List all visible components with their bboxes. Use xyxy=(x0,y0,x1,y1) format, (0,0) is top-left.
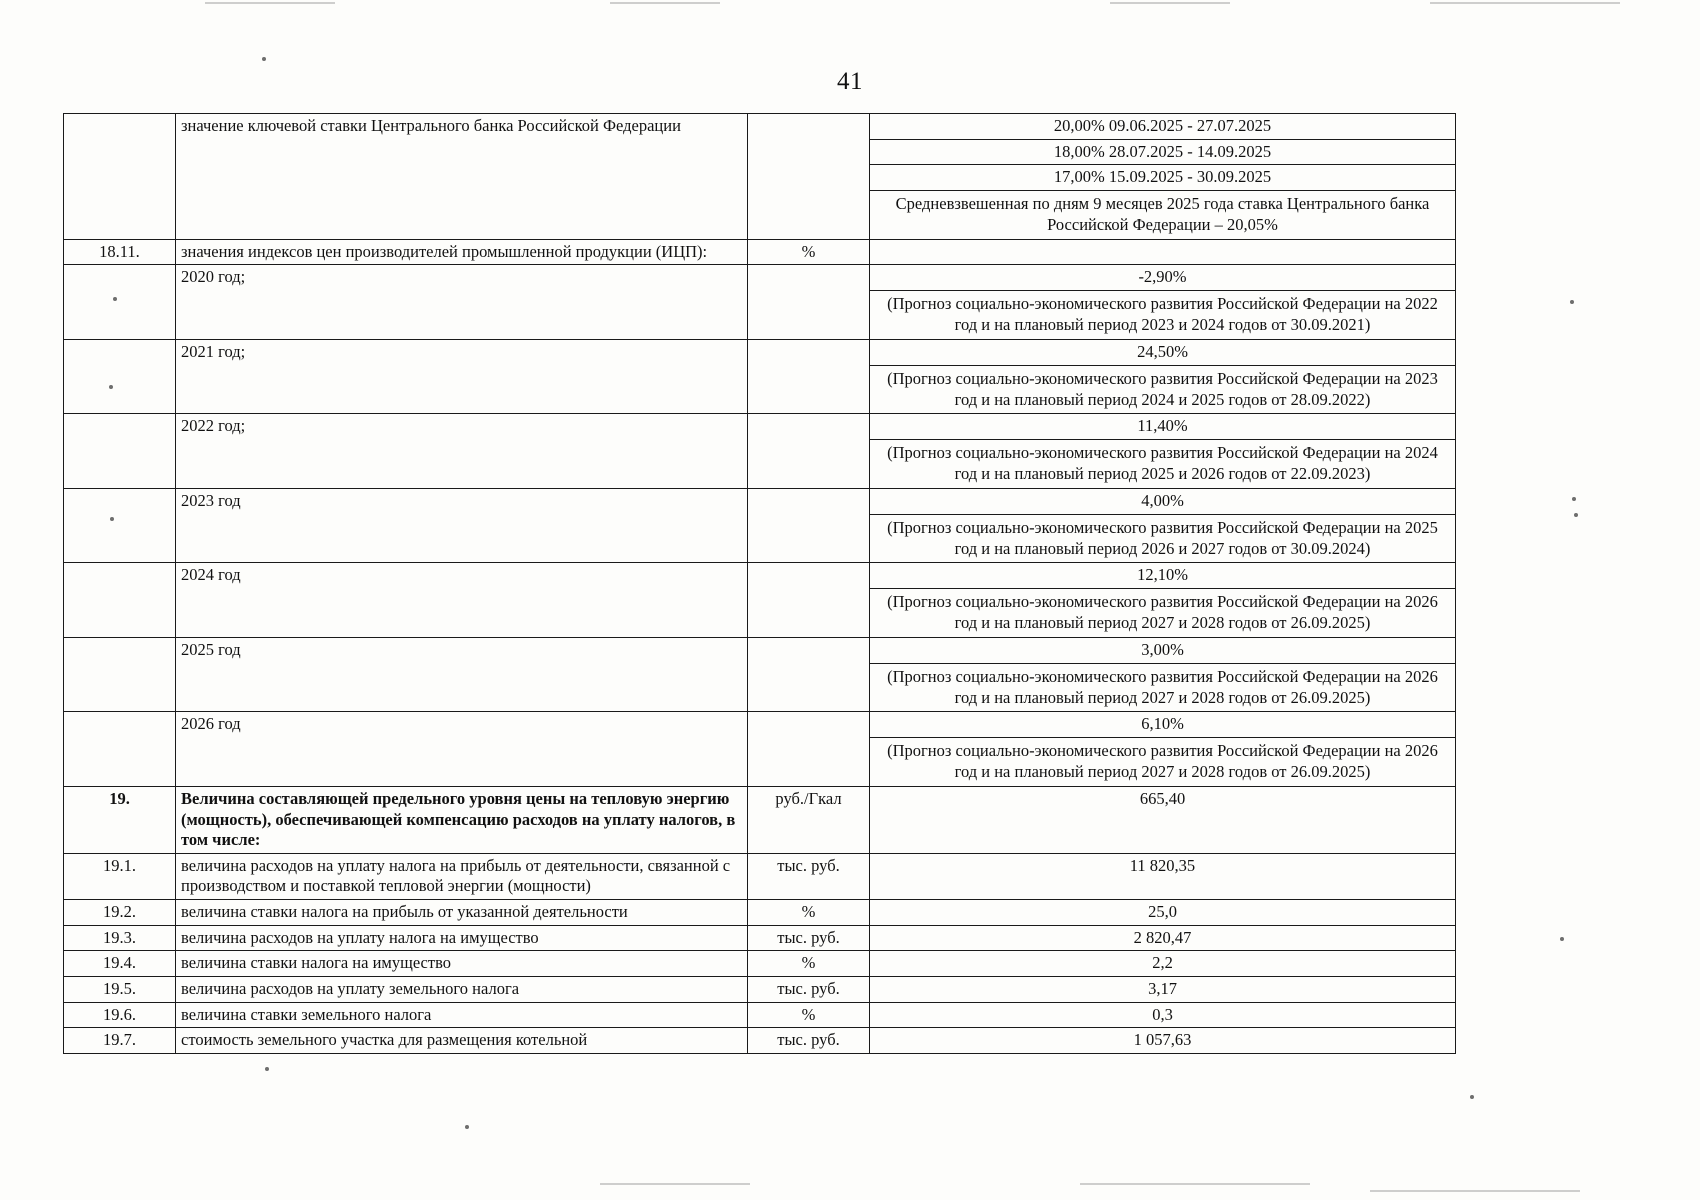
row-value: 12,10% xyxy=(870,563,1456,589)
scan-speck xyxy=(1572,497,1576,501)
scan-speck xyxy=(262,57,266,61)
scan-speck xyxy=(465,1125,469,1129)
row-unit: тыс. руб. xyxy=(748,1028,870,1054)
row-name: значения индексов цен производителей промышленной продукции (ИЦП): xyxy=(176,239,748,265)
row-unit: % xyxy=(748,900,870,926)
row-value xyxy=(870,239,1456,265)
row-number: 19.5. xyxy=(64,976,176,1002)
row-value: 11 820,35 xyxy=(870,853,1456,899)
edge-mark xyxy=(610,2,720,4)
table-row xyxy=(64,900,1456,926)
row-number: 19. xyxy=(64,786,176,853)
table-row xyxy=(64,114,1456,140)
table-row xyxy=(64,488,1456,514)
row-unit xyxy=(748,414,870,489)
row-name: 2021 год; xyxy=(176,339,748,414)
row-number xyxy=(64,114,176,240)
row-value-note: (Прогноз социально-экономического развития Российской Федерации на 2026 год и на плановый период 2027 и 2028 годов от 26.09.2025) xyxy=(870,738,1456,787)
row-value: 24,50% xyxy=(870,339,1456,365)
row-unit xyxy=(748,712,870,787)
row-number: 19.1. xyxy=(64,853,176,899)
row-name: 2025 год xyxy=(176,637,748,712)
row-name: величина ставки налога на прибыль от указанной деятельности xyxy=(176,900,748,926)
row-name: 2024 год xyxy=(176,563,748,638)
row-value: 2,2 xyxy=(870,951,1456,977)
edge-mark xyxy=(1370,1190,1580,1192)
row-value: 4,00% xyxy=(870,488,1456,514)
table-row xyxy=(64,637,1456,663)
row-number xyxy=(64,712,176,787)
row-name: величина ставки налога на имущество xyxy=(176,951,748,977)
row-unit: % xyxy=(748,951,870,977)
row-value: 17,00% 15.09.2025 - 30.09.2025 xyxy=(870,165,1456,191)
table-row xyxy=(64,1028,1456,1054)
row-name: величина расходов на уплату налога на прибыль от деятельности, связанной с производством и поставкой тепловой энергии (мощности) xyxy=(176,853,748,899)
row-number: 19.7. xyxy=(64,1028,176,1054)
row-name: величина расходов на уплату земельного налога xyxy=(176,976,748,1002)
row-value: 3,00% xyxy=(870,637,1456,663)
row-unit: % xyxy=(748,1002,870,1028)
table-row xyxy=(64,925,1456,951)
row-value: Средневзвешенная по дням 9 месяцев 2025 года ставка Центрального банка Российской Федерации – 20,05% xyxy=(870,190,1456,239)
scan-speck xyxy=(1574,513,1578,517)
row-unit: % xyxy=(748,239,870,265)
row-value-note: (Прогноз социально-экономического развития Российской Федерации на 2026 год и на плановый период 2027 и 2028 годов от 26.09.2025) xyxy=(870,663,1456,712)
row-name: стоимость земельного участка для размещения котельной xyxy=(176,1028,748,1054)
table-row xyxy=(64,563,1456,589)
scan-speck xyxy=(265,1067,269,1071)
row-name: значение ключевой ставки Центрального банка Российской Федерации xyxy=(176,114,748,240)
row-value: 25,0 xyxy=(870,900,1456,926)
row-number: 19.3. xyxy=(64,925,176,951)
row-number: 19.2. xyxy=(64,900,176,926)
row-unit: тыс. руб. xyxy=(748,925,870,951)
row-unit: тыс. руб. xyxy=(748,976,870,1002)
row-name: величина расходов на уплату налога на имущество xyxy=(176,925,748,951)
row-value-note: (Прогноз социально-экономического развития Российской Федерации на 2022 год и на плановый период 2023 и 2024 годов от 30.09.2021) xyxy=(870,291,1456,340)
table-row xyxy=(64,712,1456,738)
table-row xyxy=(64,239,1456,265)
row-value: -2,90% xyxy=(870,265,1456,291)
page-number: 41 xyxy=(837,68,863,95)
row-name: Величина составляющей предельного уровня цены на тепловую энергию (мощность), обеспечивающей компенсацию расходов на уплату налогов, в том числе: xyxy=(176,786,748,853)
row-name: 2026 год xyxy=(176,712,748,787)
row-unit xyxy=(748,488,870,563)
row-number xyxy=(64,414,176,489)
row-number xyxy=(64,265,176,340)
scan-speck xyxy=(1560,937,1564,941)
row-unit xyxy=(748,637,870,712)
edge-mark xyxy=(205,2,335,4)
row-number xyxy=(64,563,176,638)
table-row xyxy=(64,414,1456,440)
row-name: 2020 год; xyxy=(176,265,748,340)
row-value: 2 820,47 xyxy=(870,925,1456,951)
table-row xyxy=(64,786,1456,853)
row-unit xyxy=(748,563,870,638)
edge-mark xyxy=(600,1183,750,1185)
row-value-note: (Прогноз социально-экономического развития Российской Федерации на 2026 год и на плановый период 2027 и 2028 годов от 26.09.2025) xyxy=(870,589,1456,638)
row-unit xyxy=(748,114,870,240)
row-value: 11,40% xyxy=(870,414,1456,440)
scan-speck xyxy=(1470,1095,1474,1099)
edge-mark xyxy=(1430,2,1620,4)
table-row xyxy=(64,265,1456,291)
row-number: 18.11. xyxy=(64,239,176,265)
row-value: 0,3 xyxy=(870,1002,1456,1028)
row-unit xyxy=(748,339,870,414)
table-row xyxy=(64,976,1456,1002)
edge-mark xyxy=(1080,1183,1310,1185)
table-row xyxy=(64,1002,1456,1028)
row-value-note: (Прогноз социально-экономического развития Российской Федерации на 2024 год и на плановый период 2025 и 2026 годов от 22.09.2023) xyxy=(870,440,1456,489)
table-row xyxy=(64,853,1456,899)
row-unit: руб./Гкал xyxy=(748,786,870,853)
row-value: 3,17 xyxy=(870,976,1456,1002)
row-value-note: (Прогноз социально-экономического развития Российской Федерации на 2025 год и на плановый период 2026 и 2027 годов от 30.09.2024) xyxy=(870,514,1456,563)
table-row xyxy=(64,951,1456,977)
row-name: 2022 год; xyxy=(176,414,748,489)
row-number xyxy=(64,637,176,712)
row-value: 665,40 xyxy=(870,786,1456,853)
row-value: 20,00% 09.06.2025 - 27.07.2025 xyxy=(870,114,1456,140)
row-number xyxy=(64,488,176,563)
row-unit: тыс. руб. xyxy=(748,853,870,899)
parameters-table xyxy=(63,113,1456,1054)
row-name: 2023 год xyxy=(176,488,748,563)
row-number xyxy=(64,339,176,414)
row-number: 19.4. xyxy=(64,951,176,977)
scan-speck xyxy=(1570,300,1574,304)
row-value: 1 057,63 xyxy=(870,1028,1456,1054)
row-value-note: (Прогноз социально-экономического развития Российской Федерации на 2023 год и на плановый период 2024 и 2025 годов от 28.09.2022) xyxy=(870,365,1456,414)
table-row xyxy=(64,339,1456,365)
row-name: величина ставки земельного налога xyxy=(176,1002,748,1028)
row-value: 6,10% xyxy=(870,712,1456,738)
edge-mark xyxy=(1110,2,1230,4)
row-number: 19.6. xyxy=(64,1002,176,1028)
row-value: 18,00% 28.07.2025 - 14.09.2025 xyxy=(870,139,1456,165)
row-unit xyxy=(748,265,870,340)
